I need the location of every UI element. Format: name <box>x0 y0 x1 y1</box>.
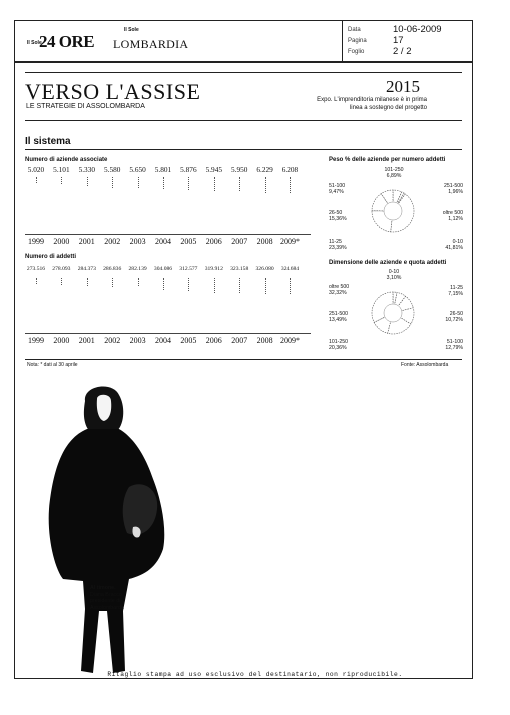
value-label-2004: 304.086 <box>153 266 173 272</box>
chart-addetti-title: Numero di addetti <box>25 254 77 260</box>
pie1-label-0-10: 0-10 41,81% <box>445 239 463 251</box>
chart-aziende-title: Numero di aziende associate <box>25 157 108 163</box>
value-label-2000: 5.101 <box>53 165 70 174</box>
value-label-2001: 5.330 <box>78 165 95 174</box>
year-label-2004: 2004 <box>155 336 171 345</box>
expo-blurb <box>297 96 427 112</box>
article-subtitle: LE STRATEGIE DI ASSOLOMBARDA <box>26 103 145 110</box>
year-label-2000: 2000 <box>53 237 70 246</box>
value-label-2006: 5.945 <box>205 165 222 174</box>
value-mark-2005 <box>188 177 190 190</box>
value-mark-2009 <box>290 278 292 294</box>
pie2-label-101-250: 101-250 20,36% <box>329 339 349 351</box>
header-divider <box>342 21 343 61</box>
year-label-2003: 2003 <box>129 237 146 246</box>
value-mark-2001 <box>87 278 89 286</box>
year-label-2007: 2007 <box>231 336 248 345</box>
pie1-label-11-25: 11-25 23,39% <box>329 239 347 251</box>
value-label-2008: 6.229 <box>256 165 273 174</box>
chart-aziende-axis <box>25 234 311 235</box>
value-label-2009: 6.208 <box>281 165 299 174</box>
pie2-label-26-50: 26-50 10,72% <box>445 311 463 323</box>
value-mark-2006 <box>214 177 216 191</box>
pie-peso-title: Peso % delle aziende per numero addetti <box>329 157 446 163</box>
pie-dimensione-title: Dimensione delle aziende e quota addetti <box>329 260 447 266</box>
pie-dimensione-slices <box>372 292 414 334</box>
value-label-2004: 5.801 <box>154 165 172 174</box>
year-label-1999: 1999 <box>28 336 44 345</box>
subtitle-rule <box>25 120 462 121</box>
value-label-2006: 319.912 <box>204 266 223 272</box>
pie-peso-slices <box>372 190 414 232</box>
expo-line-2: linea a sostegno del progetto <box>349 105 427 111</box>
pie1-label-oltre-500: oltre 500 1,12% <box>442 210 463 222</box>
value-mark-2008 <box>265 177 267 193</box>
value-mark-2005 <box>188 278 190 291</box>
pie2-label-11-25: 11-25 7,15% <box>448 285 463 297</box>
president-photo <box>33 379 173 675</box>
year-label-2001: 2001 <box>78 336 95 345</box>
pie1-label-26-50: 26-50 15,36% <box>329 210 347 222</box>
date-label: Data <box>348 27 361 33</box>
top-rule <box>25 72 462 73</box>
year-label-2001: 2001 <box>78 237 95 246</box>
value-mark-2000 <box>61 177 63 184</box>
article-clipping <box>14 62 473 679</box>
pie1-label-101-250: 101-250 6,89% <box>384 167 404 179</box>
value-mark-2006 <box>214 278 216 293</box>
value-mark-2002 <box>112 177 114 188</box>
value-label-2009: 324.684 <box>280 266 300 272</box>
pie-peso <box>367 185 419 237</box>
page-label: Pagina <box>348 38 367 44</box>
year-label-2006: 2006 <box>205 237 222 246</box>
clipping-header <box>14 20 473 62</box>
value-mark-1999 <box>36 177 38 183</box>
value-label-2003: 282.139 <box>128 266 147 272</box>
sheet-label: Foglio <box>348 49 365 55</box>
date-value: 10-06-2009 <box>393 24 442 35</box>
year-label-2000: 2000 <box>53 336 70 345</box>
year-label-2007: 2007 <box>231 237 248 246</box>
year-label-2002: 2002 <box>104 237 121 246</box>
pie-center <box>384 202 402 220</box>
value-label-2005: 312.577 <box>179 266 198 272</box>
sheet-value: 2 / 2 <box>393 46 412 57</box>
year-label-1999: 1999 <box>28 237 44 246</box>
value-mark-2003 <box>138 177 140 188</box>
value-mark-2002 <box>112 278 114 287</box>
pie1-label-51-100: 51-100 9,47% <box>329 183 346 195</box>
value-mark-1999 <box>36 278 38 284</box>
value-mark-2008 <box>265 278 267 294</box>
pie2-label-oltre-500: oltre 500 32,32% <box>329 284 350 296</box>
year-label-2009: 2009* <box>280 336 300 345</box>
year-label-2008: 2008 <box>256 237 273 246</box>
value-label-1999: 273.516 <box>26 266 46 272</box>
value-label-1999: 5.020 <box>27 165 45 174</box>
chart-source: Fonte: Assolombarda <box>401 362 449 368</box>
expo-year: 2015 <box>386 77 420 96</box>
value-mark-2009 <box>290 177 292 193</box>
caption-line-2: presidente di <box>90 598 121 604</box>
value-label-2000: 278.093 <box>52 266 71 272</box>
charts-bottom-rule <box>25 359 462 360</box>
caption-line-3: Assolombarda <box>90 604 124 611</box>
page-value: 17 <box>393 35 404 46</box>
value-mark-2001 <box>87 177 89 186</box>
value-label-2002: 286.836 <box>103 266 122 272</box>
value-label-2002: 5.580 <box>103 165 121 174</box>
pie1-label-251-500: 251-500 1,96% <box>443 183 463 195</box>
value-label-2008: 326.080 <box>255 266 274 272</box>
value-mark-2004 <box>163 177 165 189</box>
value-mark-2000 <box>61 278 63 285</box>
value-label-2001: 284.373 <box>77 266 96 272</box>
caption-title: Al timone. <box>90 585 116 591</box>
year-label-2008: 2008 <box>256 336 273 345</box>
chart-note: Nota: * dati al 30 aprile <box>27 362 78 368</box>
year-label-2002: 2002 <box>104 336 121 345</box>
pie-center <box>384 304 402 322</box>
pie2-label-251-500: 251-500 13,49% <box>329 311 349 323</box>
value-mark-2007 <box>239 278 241 293</box>
paper-logo-small: Il Sole <box>27 40 42 46</box>
section-rule <box>25 149 462 150</box>
expo-line-1: Expo. L'imprenditoria milanese è in prima <box>317 97 427 103</box>
regional-edition-logo: LOMBARDIA <box>113 37 189 51</box>
year-label-2006: 2006 <box>205 336 222 345</box>
value-mark-2004 <box>163 278 165 290</box>
value-label-2007: 5.950 <box>230 165 248 174</box>
regional-logo-small: Il Sole <box>124 27 139 33</box>
value-label-2007: 323.158 <box>230 266 249 272</box>
coat-shape <box>49 429 165 673</box>
value-mark-2007 <box>239 177 241 191</box>
section-title: Il sistema <box>25 136 71 147</box>
pie2-label-0-10: 0-10 3,10% <box>386 269 402 281</box>
year-label-2009: 2009* <box>280 237 300 246</box>
year-label-2005: 2005 <box>180 336 197 345</box>
article-title: VERSO L'ASSISE <box>25 79 201 104</box>
value-mark-2003 <box>138 278 140 286</box>
year-label-2004: 2004 <box>155 237 171 246</box>
chart-addetti-axis <box>25 333 311 334</box>
value-label-2003: 5.650 <box>129 165 146 174</box>
pie2-label-51-100: 51-100 12,79% <box>445 339 463 351</box>
photo-caption <box>90 585 124 611</box>
year-label-2005: 2005 <box>180 237 197 246</box>
pie-dimensione <box>367 287 419 339</box>
caption-line-1: Diana Bracco, <box>90 591 124 598</box>
year-label-2003: 2003 <box>129 336 146 345</box>
paper-logo: 24 ORE <box>39 32 95 51</box>
reproduction-disclaimer: Ritaglio stampa ad uso esclusivo del destinatario, non riproducibile. <box>107 671 403 678</box>
value-label-2005: 5.876 <box>180 165 197 174</box>
